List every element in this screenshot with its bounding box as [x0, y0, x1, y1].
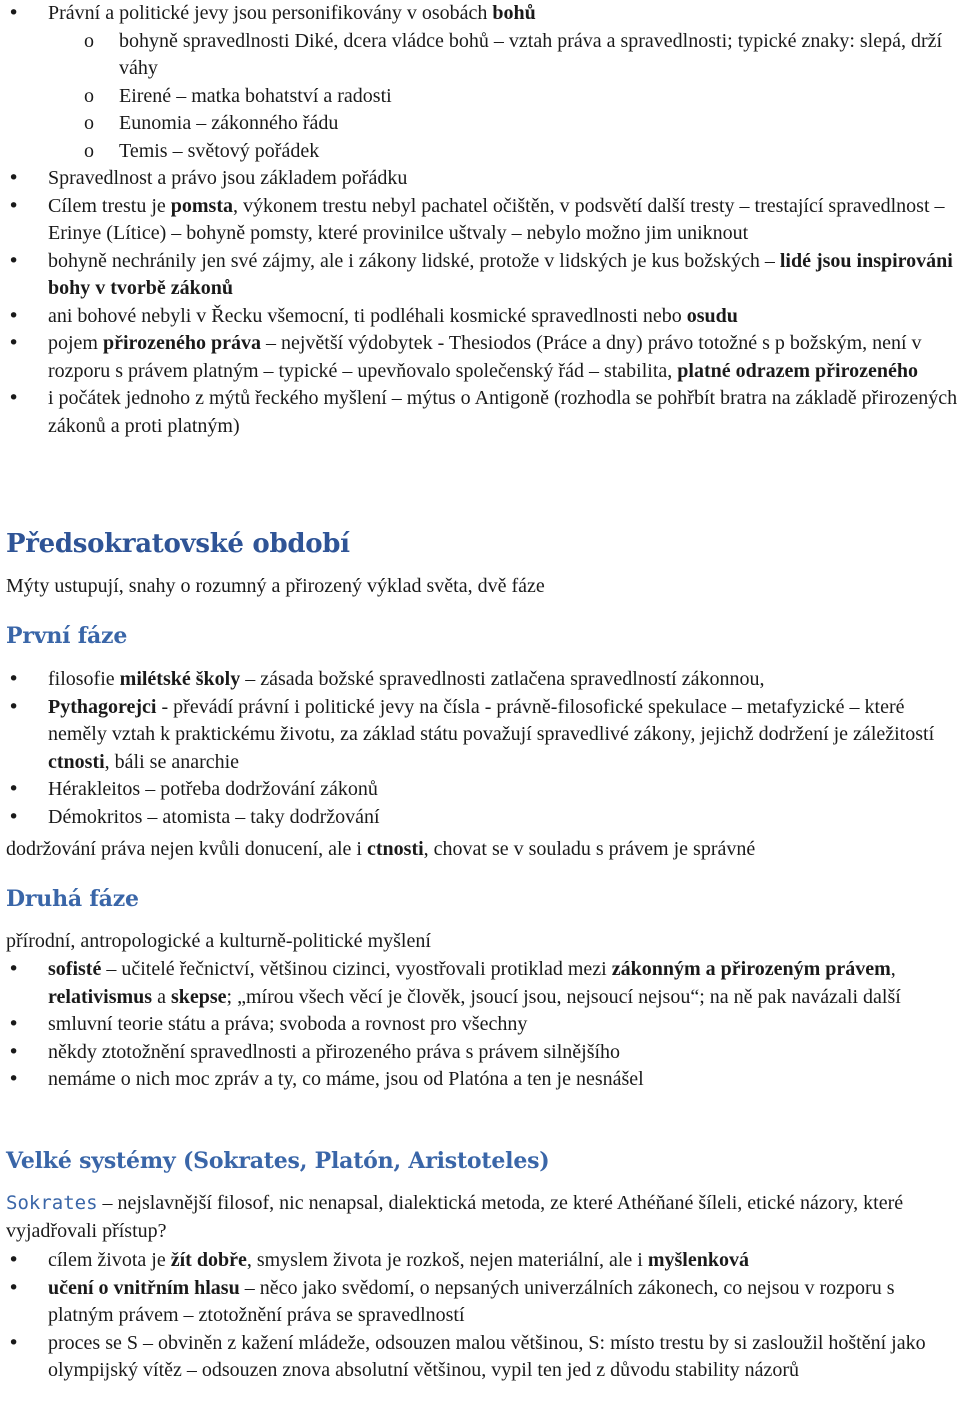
list-item [6, 193, 960, 248]
item-text: Právní a politické jevy jsou personifikovány v osobách [48, 2, 493, 24]
item-bold: bohů [492, 2, 536, 24]
subsection-heading: Druhá fáze [6, 886, 139, 912]
item-bold: skepse [170, 985, 227, 1008]
item-text: a [152, 985, 171, 1008]
item-bold: platné odrazem přirozeného [677, 359, 918, 382]
item-text: , smyslem života je rozkoš, nejen materiální, ale i [246, 1249, 648, 1271]
socrates-label: Sokrates [6, 1192, 98, 1214]
list-item: • proces se S – obviněn z kažení mládeže, odsouzen malou většinou, S: místo trestu by si zasloužil hoštění jako olympijský vítěz – odsouzen znova absolutní většinou, vypil ten jed z důvodu stability názorů [6, 1330, 960, 1385]
phase2-list [6, 956, 960, 1094]
list-item [6, 956, 960, 1011]
list-item: • i počátek jednoho z mýtů řeckého myšlení – mýtus o Antigoně (rozhodla se pohřbít bratra na základě přirozených zákonů a proti platným) [6, 385, 960, 440]
item-bold: Pythagorejci [48, 695, 157, 718]
paragraph [6, 1190, 960, 1245]
item-text: , výkonem trestu nebyl pachatel očištěn, v podsvětí další tresty – trestající spravedlnost – Erinye (Lítice) – bohyně pomsty, které provinilce uštvaly – nebylo možno jim uniknout [48, 194, 945, 244]
item-bold: myšlenková [647, 1249, 749, 1271]
section-heading: Předsokratovské období [6, 529, 350, 559]
item-bold: žít dobře [170, 1249, 247, 1271]
item-text: , [890, 958, 896, 980]
item-text: – učitelé řečnictví, většinou cizinci, vyostřovali protiklad mezi [101, 958, 612, 980]
sub-list [48, 28, 960, 166]
item-bold: ctnosti [48, 750, 105, 773]
sub-item: o Eirené – matka bohatství a radosti [6, 83, 960, 111]
item-text: – něco jako svědomí, o nepsaných univerzálních zákonech, co nejsou v rozporu s platným právem – ztotožnění práva se spravedlností [48, 1276, 895, 1326]
item-bold: přirozeného práva [103, 332, 261, 354]
item-text: ; „mírou všech věcí je člověk, jsoucí jsou, nejsoucí nejsou“; na ně pak navázali další [226, 985, 901, 1008]
subsection-heading: Velké systémy (Sokrates, Platón, Aristoteles) [6, 1148, 550, 1174]
list-item: • Hérakleitos – potřeba dodržování zákonů [6, 776, 960, 804]
para-text: – nejslavnější filosof, nic nenapsal, dialektická metoda, ze které Athéňané šíleli, etické názory, které vyjadřovali přístup? [6, 1192, 904, 1242]
item-text: - převádí právní i politické jevy na čísla - právně-filosofické spekulace – metafyzické – které neměly vztah k praktickému životu, za základ státu považují spravedlivé zákony, jejichž dodržení je záležitostí [48, 695, 935, 745]
item-text: filosofie [48, 668, 120, 690]
list-item [6, 0, 960, 165]
list-item [6, 694, 960, 777]
para-text: dodržování práva nejen kvůli donucení, ale i [6, 838, 367, 860]
item-text: pojem [48, 332, 103, 354]
item-text: – největší výdobytek - Thesiodos (Práce a dny) právo totožné s p božským, není v rozporu s právem platným – typické – upevňovalo společenský řád – stabilita, [48, 332, 922, 382]
item-bold: lidé jsou inspirováni bohy v tvorbě zákonů [48, 249, 953, 299]
list-item [6, 303, 960, 331]
list-item: • Démokritos – atomista – taky dodržování [6, 804, 960, 832]
item-text: Cílem trestu je [48, 194, 171, 217]
paragraph [6, 836, 960, 864]
phase1-list [6, 666, 960, 831]
list-item: • Spravedlnost a právo jsou základem pořádku [6, 165, 960, 193]
list-item: • někdy ztotožnění spravedlnosti a přirozeného práva s právem silnějšího [6, 1039, 960, 1067]
systems-list [6, 1247, 960, 1385]
item-bold: milétské školy [119, 668, 241, 690]
item-bold: pomsta [170, 194, 233, 217]
item-bold: relativismus [48, 985, 153, 1008]
list-item: • nemáme o nich moc zpráv a ty, co máme, jsou od Platóna a ten je nesnášel [6, 1066, 960, 1094]
item-bold: sofisté [48, 958, 102, 980]
list-item [6, 1275, 960, 1330]
sub-item: o Temis – světový pořádek [6, 138, 960, 166]
item-text: bohyně nechránily jen své zájmy, ale i zákony lidské, protože v lidských je kus božských – [48, 249, 780, 272]
para-bold: ctnosti [367, 838, 424, 860]
item-bold: osudu [686, 304, 738, 327]
para-text: , chovat se v souladu s právem je správné [423, 838, 756, 860]
list-item: • smluvní teorie státu a práva; svoboda a rovnost pro všechny [6, 1011, 960, 1039]
item-text: – zásada božské spravedlnosti zatlačena spravedlností zákonnou, [240, 668, 765, 690]
item-text: cílem života je [48, 1249, 171, 1271]
intro-list [6, 0, 960, 440]
sub-item: o bohyně spravedlnosti Diké, dcera vládce bohů – vztah práva a spravedlnosti; typické znaky: slepá, drží váhy [6, 28, 960, 83]
item-text: ani bohové nebyli v Řecku všemocní, ti podléhali kosmické spravedlnosti nebo [48, 304, 687, 327]
item-bold: učení o vnitřním hlasu [48, 1276, 240, 1299]
list-item [6, 248, 960, 303]
subsection-heading: První fáze [6, 623, 128, 649]
section-intro: Mýty ustupují, snahy o rozumný a přirozený výklad světa, dvě fáze [6, 575, 545, 597]
section-intro: přírodní, antropologické a kulturně-politické myšlení [6, 930, 431, 952]
sub-item: o Eunomia – zákonného řádu [6, 110, 960, 138]
list-item [6, 1247, 960, 1275]
item-bold: zákonným a přirozeným právem [611, 958, 891, 980]
item-text: , báli se anarchie [104, 750, 240, 773]
list-item [6, 666, 960, 694]
list-item [6, 330, 960, 385]
